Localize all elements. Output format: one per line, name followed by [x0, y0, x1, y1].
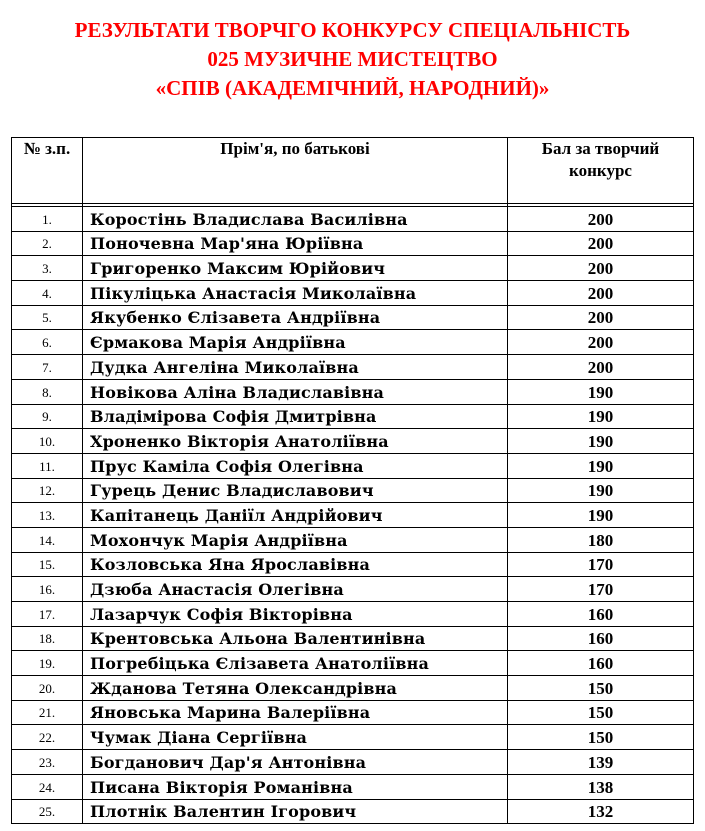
table-row: [12, 799, 694, 824]
score-value: 190: [508, 503, 694, 528]
score-value: 200: [508, 355, 694, 380]
score-value: 160: [508, 626, 694, 651]
score-value: 200: [508, 281, 694, 306]
student-name: Якубенко Єлізавета Андріївна: [83, 305, 508, 330]
score-value: 190: [508, 453, 694, 478]
results-table: [11, 137, 694, 824]
student-name: Козловська Яна Ярославівна: [83, 552, 508, 577]
table-row: [12, 651, 694, 676]
student-name: Хроненко Вікторія Анатоліївна: [83, 429, 508, 454]
row-number: 25.: [12, 799, 83, 824]
title-line-2: 025 МУЗИЧНЕ МИСТЕЦТВО: [207, 47, 498, 71]
score-value: 170: [508, 577, 694, 602]
row-number: 18.: [12, 626, 83, 651]
student-name: Писана Вікторія Романівна: [83, 774, 508, 799]
table-row: [12, 577, 694, 602]
row-number: 14.: [12, 527, 83, 552]
row-number: 12.: [12, 478, 83, 503]
header-row: [12, 138, 694, 204]
table-row: [12, 774, 694, 799]
score-value: 170: [508, 552, 694, 577]
header-name: Прім'я, по батькові: [83, 138, 508, 204]
score-value: 190: [508, 404, 694, 429]
title-line-1: РЕЗУЛЬТАТИ ТВОРЧГО КОНКУРСУ СПЕЦІАЛЬНІСТЬ: [74, 18, 631, 42]
student-name: Пікуліцька Анастасія Миколаївна: [83, 281, 508, 306]
row-number: 4.: [12, 281, 83, 306]
student-name: Мохончук Марія Андріївна: [83, 527, 508, 552]
row-number: 24.: [12, 774, 83, 799]
student-name: Богданович Дар'я Антонівна: [83, 750, 508, 775]
student-name: Плотнік Валентин Ігорович: [83, 799, 508, 824]
student-name: Дудка Ангеліна Миколаївна: [83, 355, 508, 380]
score-value: 132: [508, 799, 694, 824]
row-number: 6.: [12, 330, 83, 355]
student-name: Погребіцька Єлізавета Анатоліївна: [83, 651, 508, 676]
student-name: Крентовська Альона Валентинівна: [83, 626, 508, 651]
student-name: Поночевна Мар'яна Юріївна: [83, 231, 508, 256]
score-value: 150: [508, 700, 694, 725]
student-name: Дзюба Анастасія Олегівна: [83, 577, 508, 602]
row-number: 1.: [12, 207, 83, 232]
results-table-header: [12, 138, 694, 204]
table-row: [12, 429, 694, 454]
student-name: Прус Каміла Софія Олегівна: [83, 453, 508, 478]
table-row: [12, 626, 694, 651]
row-number: 8.: [12, 379, 83, 404]
row-number: 19.: [12, 651, 83, 676]
title-line-3: «СПІВ (АКАДЕМІЧНИЙ, НАРОДНИЙ)»: [155, 76, 550, 100]
table-row: [12, 527, 694, 552]
score-value: 160: [508, 602, 694, 627]
score-value: 138: [508, 774, 694, 799]
student-name: Єрмакова Марія Андріївна: [83, 330, 508, 355]
score-value: 139: [508, 750, 694, 775]
row-number: 22.: [12, 725, 83, 750]
row-number: 7.: [12, 355, 83, 380]
document-title: [0, 16, 705, 103]
score-value: 200: [508, 207, 694, 232]
student-name: Яновська Марина Валеріївна: [83, 700, 508, 725]
score-value: 200: [508, 231, 694, 256]
row-number: 2.: [12, 231, 83, 256]
table-row: [12, 330, 694, 355]
table-row: [12, 676, 694, 701]
score-value: 160: [508, 651, 694, 676]
score-value: 190: [508, 379, 694, 404]
row-number: 21.: [12, 700, 83, 725]
score-value: 150: [508, 676, 694, 701]
score-value: 200: [508, 305, 694, 330]
score-value: 180: [508, 527, 694, 552]
table-row: [12, 725, 694, 750]
student-name: Гурець Денис Владиславович: [83, 478, 508, 503]
table-row: [12, 404, 694, 429]
row-number: 16.: [12, 577, 83, 602]
student-name: Капітанець Даніїл Андрійович: [83, 503, 508, 528]
row-number: 15.: [12, 552, 83, 577]
student-name: Жданова Тетяна Олександрівна: [83, 676, 508, 701]
row-number: 10.: [12, 429, 83, 454]
row-number: 17.: [12, 602, 83, 627]
student-name: Григоренко Максим Юрійович: [83, 256, 508, 281]
table-row: [12, 700, 694, 725]
student-name: Лазарчук Софія Вікторівна: [83, 602, 508, 627]
table-row: [12, 552, 694, 577]
score-value: 200: [508, 256, 694, 281]
table-row: [12, 305, 694, 330]
table-row: [12, 355, 694, 380]
table-row: [12, 602, 694, 627]
score-value: 150: [508, 725, 694, 750]
score-value: 200: [508, 330, 694, 355]
row-number: 5.: [12, 305, 83, 330]
table-row: [12, 231, 694, 256]
table-row: [12, 750, 694, 775]
row-number: 13.: [12, 503, 83, 528]
table-row: [12, 281, 694, 306]
row-number: 20.: [12, 676, 83, 701]
score-value: 190: [508, 429, 694, 454]
row-number: 11.: [12, 453, 83, 478]
table-row: [12, 207, 694, 232]
table-row: [12, 453, 694, 478]
row-number: 9.: [12, 404, 83, 429]
table-row: [12, 379, 694, 404]
header-number: № з.п.: [12, 138, 83, 204]
table-row: [12, 503, 694, 528]
header-score: Бал за творчий конкурс: [508, 138, 694, 204]
student-name: Владімірова Софія Дмитрівна: [83, 404, 508, 429]
student-name: Чумак Діана Сергіївна: [83, 725, 508, 750]
row-number: 23.: [12, 750, 83, 775]
score-value: 190: [508, 478, 694, 503]
row-number: 3.: [12, 256, 83, 281]
table-row: [12, 256, 694, 281]
student-name: Коростінь Владислава Василівна: [83, 207, 508, 232]
student-name: Новікова Аліна Владиславівна: [83, 379, 508, 404]
table-row: [12, 478, 694, 503]
results-table-body: [12, 204, 694, 824]
